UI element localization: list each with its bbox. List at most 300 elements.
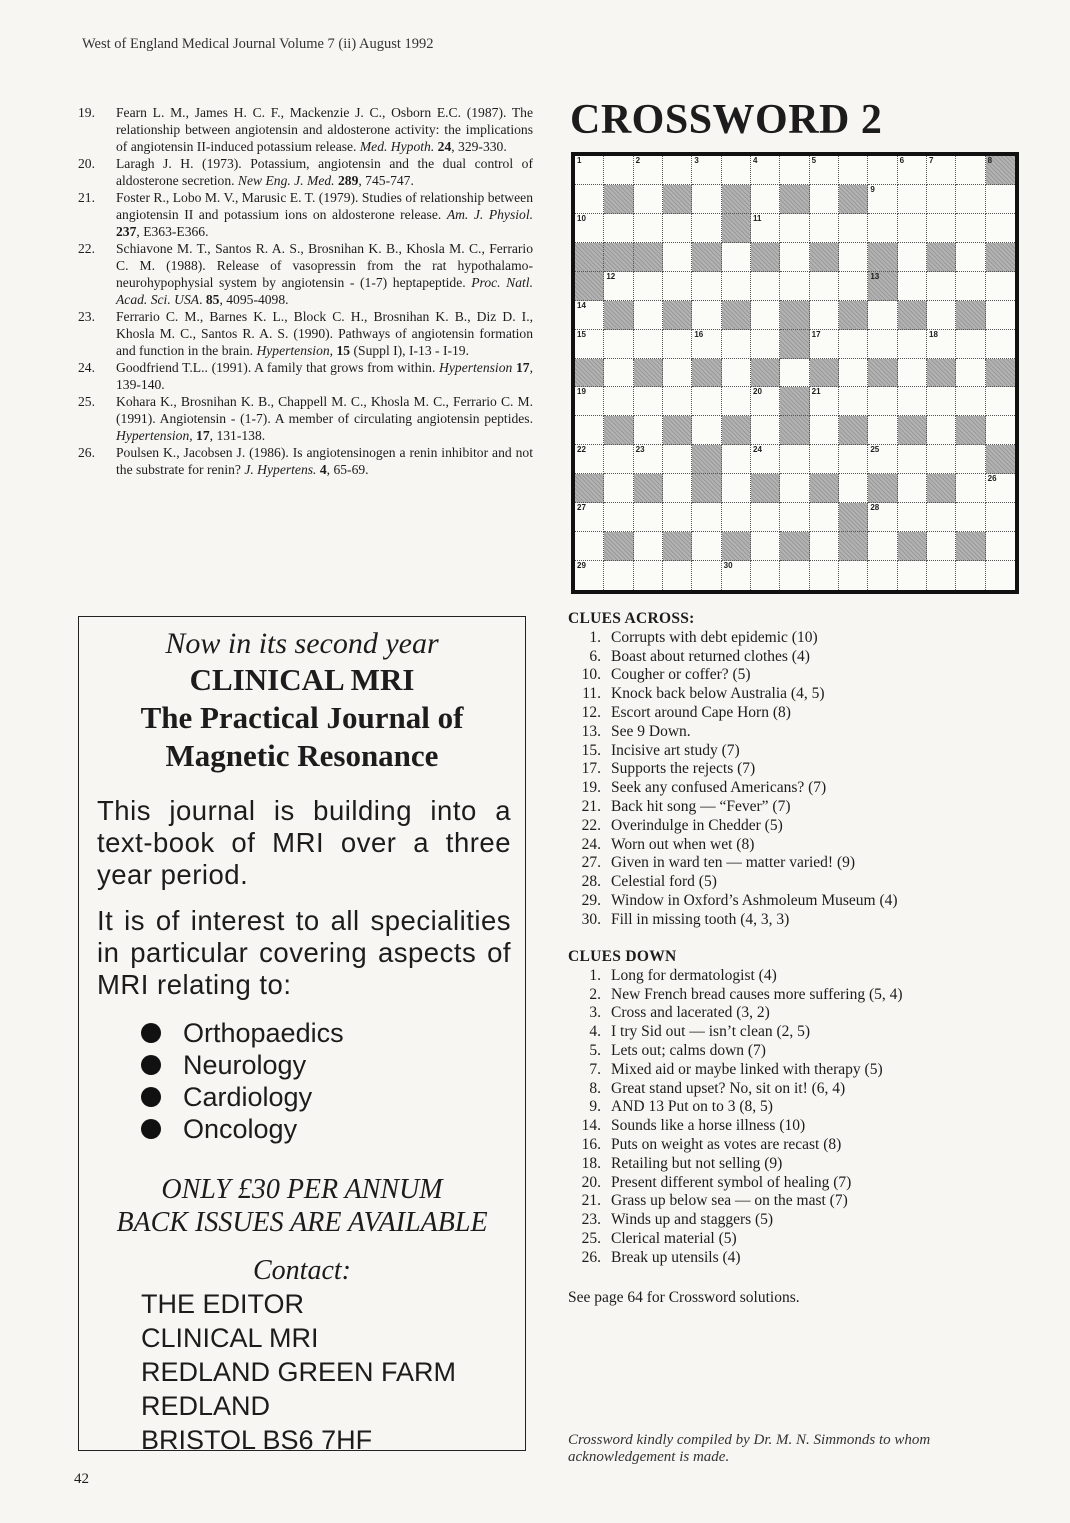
grid-cell[interactable] [810,330,839,359]
grid-cell-black [604,532,633,561]
reference-item [78,155,533,189]
grid-cell[interactable] [927,301,956,330]
grid-cell[interactable] [751,185,780,214]
bullet-text: Neurology [183,1050,307,1080]
crossword-grid-frame [571,152,1019,594]
clue-number: 29. [581,891,601,909]
grid-cell[interactable] [898,214,927,243]
grid-cell[interactable] [575,416,604,445]
grid-cell[interactable] [956,445,985,474]
clue-number: 3. [589,1004,601,1022]
grid-cell[interactable] [722,359,751,388]
clue-number: 22 [577,445,586,455]
clue-text: Knock back below Australia (4, 5) [611,685,825,703]
grid-cell[interactable] [898,156,927,185]
grid-cell[interactable] [663,474,692,503]
clue-text: Present different symbol of healing (7) [611,1173,852,1191]
grid-cell[interactable] [634,387,663,416]
grid-cell[interactable] [986,416,1015,445]
clue-number: 21. [581,1192,601,1210]
grid-cell[interactable] [780,474,809,503]
grid-cell[interactable] [634,416,663,445]
grid-cell[interactable] [722,474,751,503]
clue-number: 16 [694,329,704,339]
grid-cell[interactable] [604,561,633,590]
clue-number: 1. [589,966,601,984]
clue-number: 4 [753,156,758,165]
grid-cell[interactable] [692,272,721,301]
bullet-icon [141,1023,161,1043]
grid-cell[interactable] [692,503,721,532]
grid-cell[interactable] [604,503,633,532]
grid-cell-black [898,301,927,330]
grid-cell[interactable] [927,503,956,532]
clue-item [568,1249,1038,1268]
grid-cell[interactable] [575,532,604,561]
grid-cell[interactable] [634,214,663,243]
clue-text: Cross and lacerated (3, 2) [611,1004,770,1022]
grid-cell[interactable] [810,185,839,214]
clue-item [568,666,1038,685]
grid-cell[interactable] [663,359,692,388]
grid-cell[interactable] [634,561,663,590]
grid-cell[interactable] [956,214,985,243]
grid-cell[interactable] [663,156,692,185]
clue-number: 24. [581,835,601,853]
ad-title [79,661,525,775]
grid-cell-black [751,359,780,388]
grid-cell[interactable] [868,156,897,185]
grid-cell[interactable] [868,532,897,561]
clue-item [568,1042,1038,1061]
clue-number: 9 [870,184,875,194]
grid-cell[interactable] [575,214,604,243]
clue-text: Back hit song — “Fever” (7) [611,797,791,815]
grid-cell[interactable] [751,416,780,445]
grid-cell[interactable] [575,330,604,359]
grid-cell[interactable] [692,214,721,243]
grid-cell[interactable] [634,185,663,214]
clue-item [568,1136,1038,1155]
grid-cell[interactable] [751,301,780,330]
compiler-credit: Crossword kindly compiled by Dr. M. N. Simmonds to whom acknowledgement is made. [568,1432,931,1465]
grid-cell[interactable] [927,214,956,243]
clue-text: Worn out when wet (8) [611,835,755,853]
grid-cell[interactable] [751,503,780,532]
grid-cell[interactable] [634,156,663,185]
grid-cell[interactable] [634,532,663,561]
grid-cell[interactable] [692,561,721,590]
grid-cell-black [956,532,985,561]
grid-cell[interactable] [927,185,956,214]
grid-cell[interactable] [575,387,604,416]
grid-cell[interactable] [780,359,809,388]
grid-cell[interactable] [810,272,839,301]
grid-cell[interactable] [839,445,868,474]
grid-cell[interactable] [927,272,956,301]
grid-cell[interactable] [839,474,868,503]
grid-cell-black [868,243,897,272]
bullet-icon [141,1055,161,1075]
reference-text: Kohara K., Brosnihan K. B., Chappell M. C., Khosla M. C., Ferrario C. M. (1991). Angiotensin - (1-7). A member of circulating angiotensin peptides. Hypertension, 17, 131-138. [116,394,533,443]
grid-cell-black [604,243,633,272]
clue-number: 22. [581,816,601,834]
grid-cell[interactable] [780,503,809,532]
clue-item [568,892,1038,911]
clue-number: 18. [581,1154,601,1172]
grid-cell[interactable] [634,272,663,301]
grid-cell[interactable] [604,359,633,388]
ad-title-line: Magnetic Resonance [165,738,439,773]
grid-cell[interactable] [722,561,751,590]
grid-cell-black [986,156,1015,185]
grid-cell-black [663,532,692,561]
grid-cell[interactable] [692,185,721,214]
grid-cell[interactable] [927,156,956,185]
grid-cell[interactable] [722,156,751,185]
grid-cell[interactable] [868,561,897,590]
grid-cell-black [868,474,897,503]
grid-cell-black [810,243,839,272]
reference-text: Ferrario C. M., Barnes K. L., Block C. H., Brosnihan K. B., Diz D. I., Khosla M. C., Santos R. A. S. (1990). Pathways of angiotensin formation and function in the brain. Hypertension, 15 (Suppl I), I-13 - I-19. [116,309,533,358]
clue-number: 11. [582,685,601,703]
clue-item [568,760,1038,779]
clue-item [568,648,1038,667]
grid-cell[interactable] [663,445,692,474]
clue-text: Seek any confused Americans? (7) [611,779,827,797]
grid-cell[interactable] [898,330,927,359]
grid-cell[interactable] [780,561,809,590]
grid-cell[interactable] [868,387,897,416]
clue-number: 19 [577,387,586,397]
grid-cell[interactable] [810,561,839,590]
grid-cell[interactable] [663,330,692,359]
grid-cell[interactable] [751,445,780,474]
reference-text: Poulsen K., Jacobsen J. (1986). Is angiotensinogen a renin inhibitor and not the substrate for renin? J. Hypertens. 4, 65-69. [116,445,533,477]
clue-text: Incisive art study (7) [611,741,740,759]
clue-item [568,1192,1038,1211]
grid-cell[interactable] [751,214,780,243]
clue-number: 2 [635,156,641,165]
reference-number: 25. [78,394,95,409]
grid-cell[interactable] [956,330,985,359]
clues-down [568,948,1038,1268]
clue-text: Mixed aid or maybe linked with therapy (5) [611,1060,883,1078]
address-line: BRISTOL BS6 7HF [141,1425,373,1455]
clue-text: New French bread causes more suffering (5, 4) [611,985,903,1003]
grid-cell-black [634,243,663,272]
grid-cell[interactable] [956,474,985,503]
clue-number: 10. [581,666,601,684]
grid-cell[interactable] [722,503,751,532]
clue-item [568,854,1038,873]
clue-item [568,1117,1038,1136]
clue-text: Sounds like a horse illness (10) [611,1117,806,1135]
clue-number: 14. [581,1117,601,1135]
grid-cell[interactable] [839,330,868,359]
clue-number: 27. [581,854,601,872]
grid-cell[interactable] [810,532,839,561]
grid-cell[interactable] [898,561,927,590]
grid-cell[interactable] [663,272,692,301]
clue-number: 27 [577,503,586,513]
grid-cell[interactable] [634,445,663,474]
grid-cell[interactable] [810,301,839,330]
address-line: REDLAND [141,1391,271,1421]
clue-number: 10 [577,213,586,223]
clue-item [568,1061,1038,1080]
grid-cell[interactable] [810,214,839,243]
grid-cell[interactable] [780,243,809,272]
grid-cell[interactable] [810,416,839,445]
grid-cell[interactable] [956,156,985,185]
grid-cell[interactable] [634,330,663,359]
grid-cell-black [722,532,751,561]
reference-item [78,393,533,444]
clue-text: Grass up below sea — on the mast (7) [611,1192,848,1210]
grid-cell[interactable] [751,272,780,301]
clue-number: 24 [753,445,762,455]
grid-cell[interactable] [868,416,897,445]
grid-cell[interactable] [604,330,633,359]
clue-number: 23. [581,1211,601,1229]
solutions-note: See page 64 for Crossword solutions. [568,1289,800,1306]
clue-text: Great stand upset? No, sit on it! (6, 4) [611,1079,846,1097]
grid-cell[interactable] [751,561,780,590]
grid-cell[interactable] [956,272,985,301]
reference-item [78,308,533,359]
grid-cell[interactable] [692,301,721,330]
grid-cell[interactable] [604,272,633,301]
grid-cell-black [692,243,721,272]
clue-number: 23 [635,445,645,455]
grid-cell-black [663,416,692,445]
grid-cell[interactable] [927,445,956,474]
grid-cell[interactable] [898,445,927,474]
clue-number: 6 [899,156,905,165]
grid-cell[interactable] [780,272,809,301]
grid-cell[interactable] [575,156,604,185]
grid-cell[interactable] [751,156,780,185]
grid-cell[interactable] [810,156,839,185]
bullet-icon [141,1119,161,1139]
clue-item [568,1230,1038,1249]
grid-cell-black [839,185,868,214]
grid-cell[interactable] [927,416,956,445]
grid-cell[interactable] [810,503,839,532]
clue-number: 4. [589,1023,601,1041]
grid-cell[interactable] [663,503,692,532]
clue-number: 11 [753,213,762,223]
clue-number: 25. [581,1229,601,1247]
grid-cell[interactable] [986,503,1015,532]
grid-cell[interactable] [634,301,663,330]
grid-cell[interactable] [956,185,985,214]
grid-cell[interactable] [663,214,692,243]
grid-cell[interactable] [663,243,692,272]
grid-cell[interactable] [839,272,868,301]
grid-cell[interactable] [604,214,633,243]
grid-cell[interactable] [839,387,868,416]
grid-cell[interactable] [810,387,839,416]
grid-cell[interactable] [604,387,633,416]
clue-number: 28 [870,503,880,513]
advertisement-box [78,616,526,1455]
grid-cell-black [634,359,663,388]
grid-cell[interactable] [898,359,927,388]
grid-cell[interactable] [868,330,897,359]
grid-cell[interactable] [986,474,1015,503]
grid-cell[interactable] [722,387,751,416]
clue-item [568,873,1038,892]
reference-number: 21. [78,190,95,205]
clue-number: 15 [577,329,586,339]
grid-cell-black [722,416,751,445]
grid-cell-black [986,445,1015,474]
grid-cell-black [839,416,868,445]
grid-cell[interactable] [634,503,663,532]
grid-cell[interactable] [956,561,985,590]
grid-cell[interactable] [868,214,897,243]
grid-cell[interactable] [722,330,751,359]
grid-cell[interactable] [839,243,868,272]
grid-cell-black [722,301,751,330]
reference-item [78,189,533,240]
reference-text: Foster R., Lobo M. V., Marusic E. T. (1979). Studies of relationship between angiotensin II and potassium ions on aldosterone release. Am. J. Physiol. 237, E363-E366. [116,190,534,239]
grid-cell[interactable] [986,532,1015,561]
grid-cell[interactable] [751,532,780,561]
grid-cell[interactable] [898,387,927,416]
clue-text: AND 13 Put on to 3 (8, 5) [611,1098,773,1116]
grid-cell[interactable] [663,561,692,590]
clue-text: Break up utensils (4) [611,1248,741,1266]
grid-cell[interactable] [868,503,897,532]
grid-cell[interactable] [868,301,897,330]
clue-text: Winds up and staggers (5) [611,1211,774,1229]
grid-cell-black [956,416,985,445]
bullet-text: Cardiology [183,1082,313,1112]
grid-cell[interactable] [956,243,985,272]
grid-cell-black [927,474,956,503]
clue-number: 6. [589,647,601,665]
clue-number: 7. [589,1060,601,1078]
clue-text: See 9 Down. [611,722,691,740]
grid-cell[interactable] [692,156,721,185]
grid-cell[interactable] [722,272,751,301]
grid-cell[interactable] [692,416,721,445]
grid-cell[interactable] [868,185,897,214]
grid-cell[interactable] [927,387,956,416]
grid-cell-black [722,214,751,243]
clue-number: 5 [811,156,817,165]
contact-address [141,1287,525,1457]
grid-cell[interactable] [898,243,927,272]
reference-text: Laragh J. H. (1973). Potassium, angiotensin and the dual control of aldosterone secretion. New Eng. J. Med. 289, 745-747. [116,156,533,188]
ad-title-line: CLINICAL MRI [189,662,415,697]
grid-cell[interactable] [986,561,1015,590]
grid-cell[interactable] [898,272,927,301]
grid-cell[interactable] [692,387,721,416]
grid-cell[interactable] [722,445,751,474]
contact-label: Contact: [253,1255,351,1286]
grid-cell[interactable] [898,474,927,503]
clue-number: 30 [723,561,733,571]
address-line: REDLAND GREEN FARM [141,1357,457,1387]
grid-cell[interactable] [604,156,633,185]
grid-cell[interactable] [692,330,721,359]
grid-cell-black [839,503,868,532]
grid-cell[interactable] [927,532,956,561]
grid-cell[interactable] [575,301,604,330]
grid-cell[interactable] [986,330,1015,359]
ad-title-line: The Practical Journal of [140,700,464,735]
grid-cell[interactable] [898,503,927,532]
grid-cell[interactable] [810,445,839,474]
grid-cell-black [780,185,809,214]
grid-cell[interactable] [780,445,809,474]
grid-cell-black [604,301,633,330]
grid-cell[interactable] [575,561,604,590]
grid-cell[interactable] [986,272,1015,301]
grid-cell[interactable] [898,185,927,214]
reference-item [78,240,533,308]
grid-cell[interactable] [839,561,868,590]
grid-cell[interactable] [839,156,868,185]
grid-cell[interactable] [575,185,604,214]
clue-item [568,1023,1038,1042]
reference-number: 20. [78,156,95,171]
grid-cell[interactable] [927,561,956,590]
grid-cell[interactable] [575,445,604,474]
grid-cell[interactable] [692,532,721,561]
grid-cell[interactable] [956,387,985,416]
clue-number: 17 [811,329,821,339]
grid-cell[interactable] [986,185,1015,214]
grid-cell[interactable] [956,359,985,388]
reference-number: 24. [78,360,95,375]
clues-across [568,610,1038,930]
grid-cell[interactable] [839,214,868,243]
clue-item [568,967,1038,986]
grid-cell[interactable] [751,387,780,416]
grid-cell[interactable] [604,474,633,503]
grid-cell[interactable] [575,503,604,532]
ad-tagline: Now in its second year [165,627,439,660]
grid-cell[interactable] [956,503,985,532]
clue-item [568,742,1038,761]
clue-number: 17. [581,760,601,778]
grid-cell-black [839,532,868,561]
grid-cell[interactable] [780,214,809,243]
grid-cell[interactable] [986,301,1015,330]
grid-cell[interactable] [751,330,780,359]
grid-cell[interactable] [722,243,751,272]
grid-cell[interactable] [927,330,956,359]
clue-number: 5. [589,1041,601,1059]
crossword-title: CROSSWORD 2 [570,97,883,143]
grid-cell[interactable] [986,387,1015,416]
clue-number: 18 [929,329,938,339]
clue-text: Supports the rejects (7) [611,760,756,778]
grid-cell[interactable] [604,445,633,474]
grid-cell[interactable] [868,445,897,474]
grid-cell[interactable] [986,214,1015,243]
grid-cell[interactable] [663,387,692,416]
grid-cell[interactable] [780,156,809,185]
grid-cell[interactable] [839,359,868,388]
bullet-text: Oncology [183,1114,298,1144]
grid-cell-black [780,301,809,330]
